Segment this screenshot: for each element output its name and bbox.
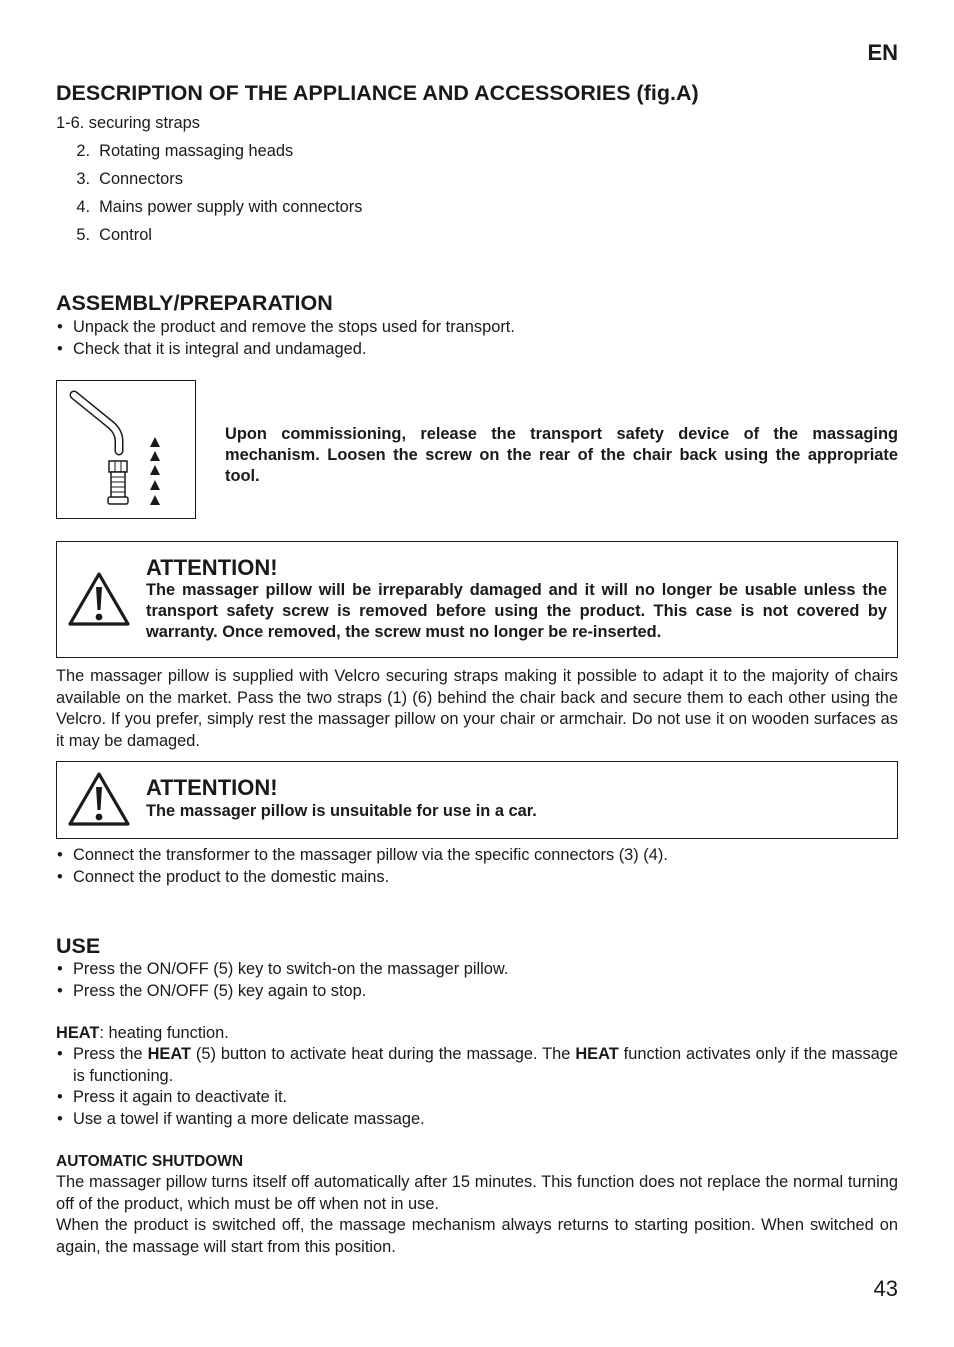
attention-body: The massager pillow will be irreparably damaged and it will no longer be usable unless the transport safety screw is removed before using the product. This case is not covered by warranty. Once removed, the screw must no longer be re-inserted. <box>146 581 887 641</box>
parts-item-text: 1-6. securing straps <box>56 114 200 132</box>
parts-list-item <box>56 196 556 224</box>
parts-item-number: 3. <box>76 170 90 188</box>
use-heading: USE <box>56 934 101 958</box>
heat-keyword: HEAT <box>147 1045 191 1063</box>
parts-item-number: 2. <box>76 142 90 160</box>
tool-illustration-box <box>56 380 196 519</box>
attention-box-2 <box>56 761 898 839</box>
bullet-item: • Press the ON/OFF (5) key to switch-on the massager pillow. <box>56 959 898 981</box>
auto-shutdown-heading: AUTOMATIC SHUTDOWN <box>56 1153 244 1170</box>
connection-bullets <box>56 845 898 888</box>
heat-bullets <box>56 1044 898 1130</box>
language-code: EN <box>867 40 898 65</box>
bullet-item: • Connect the transformer to the massager pillow via the specific connectors (3) (4). <box>56 845 898 867</box>
parts-list-item <box>56 140 556 168</box>
attention-box-1 <box>56 541 898 658</box>
assembly-heading: ASSEMBLY/PREPARATION <box>56 291 333 315</box>
allen-key-screw-icon <box>57 381 195 518</box>
bullet-text: (5) button to activate heat during the massage. The <box>190 1045 576 1063</box>
description-heading: DESCRIPTION OF THE APPLIANCE AND ACCESSORIES (fig.A) <box>56 81 699 105</box>
parts-list-item <box>56 112 556 140</box>
auto-shutdown-paragraph-1: The massager pillow turns itself off automatically after 15 minutes. This function does not replace the normal turning off of the product, which must be off when not in use. <box>56 1173 898 1213</box>
bullet-item: • Connect the product to the domestic mains. <box>56 867 898 889</box>
assembly-bullets <box>56 317 898 360</box>
page-number: 43 <box>873 1276 898 1301</box>
parts-item-text: Mains power supply with connectors <box>99 198 363 216</box>
parts-item-number: 4. <box>76 198 90 216</box>
parts-item-text: Connectors <box>99 170 183 188</box>
bullet-item: • Press the ON/OFF (5) key again to stop. <box>56 981 898 1003</box>
velcro-paragraph: The massager pillow is supplied with Velcro securing straps making it possible to adapt it to the majority of chairs available on the market. Pass the two straps (1) (6) behind the chair back and secure them to each other using the Velcro. If you prefer, simply rest the massager pillow on your chair or armchair. Do not use it on wooden surfaces as it may be damaged. <box>56 667 898 750</box>
bullet-text: function activates only if the massage is functioning. <box>73 1045 899 1085</box>
attention-title: ATTENTION! <box>146 775 278 800</box>
parts-list-item <box>56 168 556 196</box>
parts-list <box>56 112 556 252</box>
bullet-item: • Press it again to deactivate it. <box>56 1087 898 1109</box>
parts-list-item <box>56 224 556 252</box>
bullet-item: • Unpack the product and remove the stops used for transport. <box>56 317 898 339</box>
bullet-text: Press the <box>73 1045 148 1063</box>
tool-instruction-text: Upon commissioning, release the transport safety device of the massaging mechanism. Loosen the screw on the rear of the chair back using the appropriate tool. <box>225 425 898 485</box>
auto-shutdown-paragraph-2: When the product is switched off, the massage mechanism always returns to starting position. When switched on again, the massage will start from this position. <box>56 1216 898 1256</box>
bullet-item: • Check that it is integral and undamaged. <box>56 339 898 361</box>
warning-triangle-icon <box>67 570 131 628</box>
heat-description <box>56 1023 898 1045</box>
bullet-item: • Use a towel if wanting a more delicate massage. <box>56 1109 898 1131</box>
attention-body: The massager pillow is unsuitable for use in a car. <box>146 802 537 820</box>
warning-triangle-icon <box>67 770 131 828</box>
use-bullets <box>56 959 898 1002</box>
attention-title: ATTENTION! <box>146 555 278 580</box>
parts-item-text: Rotating massaging heads <box>99 142 294 160</box>
bullet-item <box>56 1044 898 1087</box>
heat-keyword: HEAT <box>575 1045 619 1063</box>
parts-item-number: 5. <box>76 226 90 244</box>
parts-item-text: Control <box>99 226 152 244</box>
heat-desc-text: : heating function. <box>99 1024 229 1042</box>
heat-label: HEAT <box>56 1024 100 1042</box>
